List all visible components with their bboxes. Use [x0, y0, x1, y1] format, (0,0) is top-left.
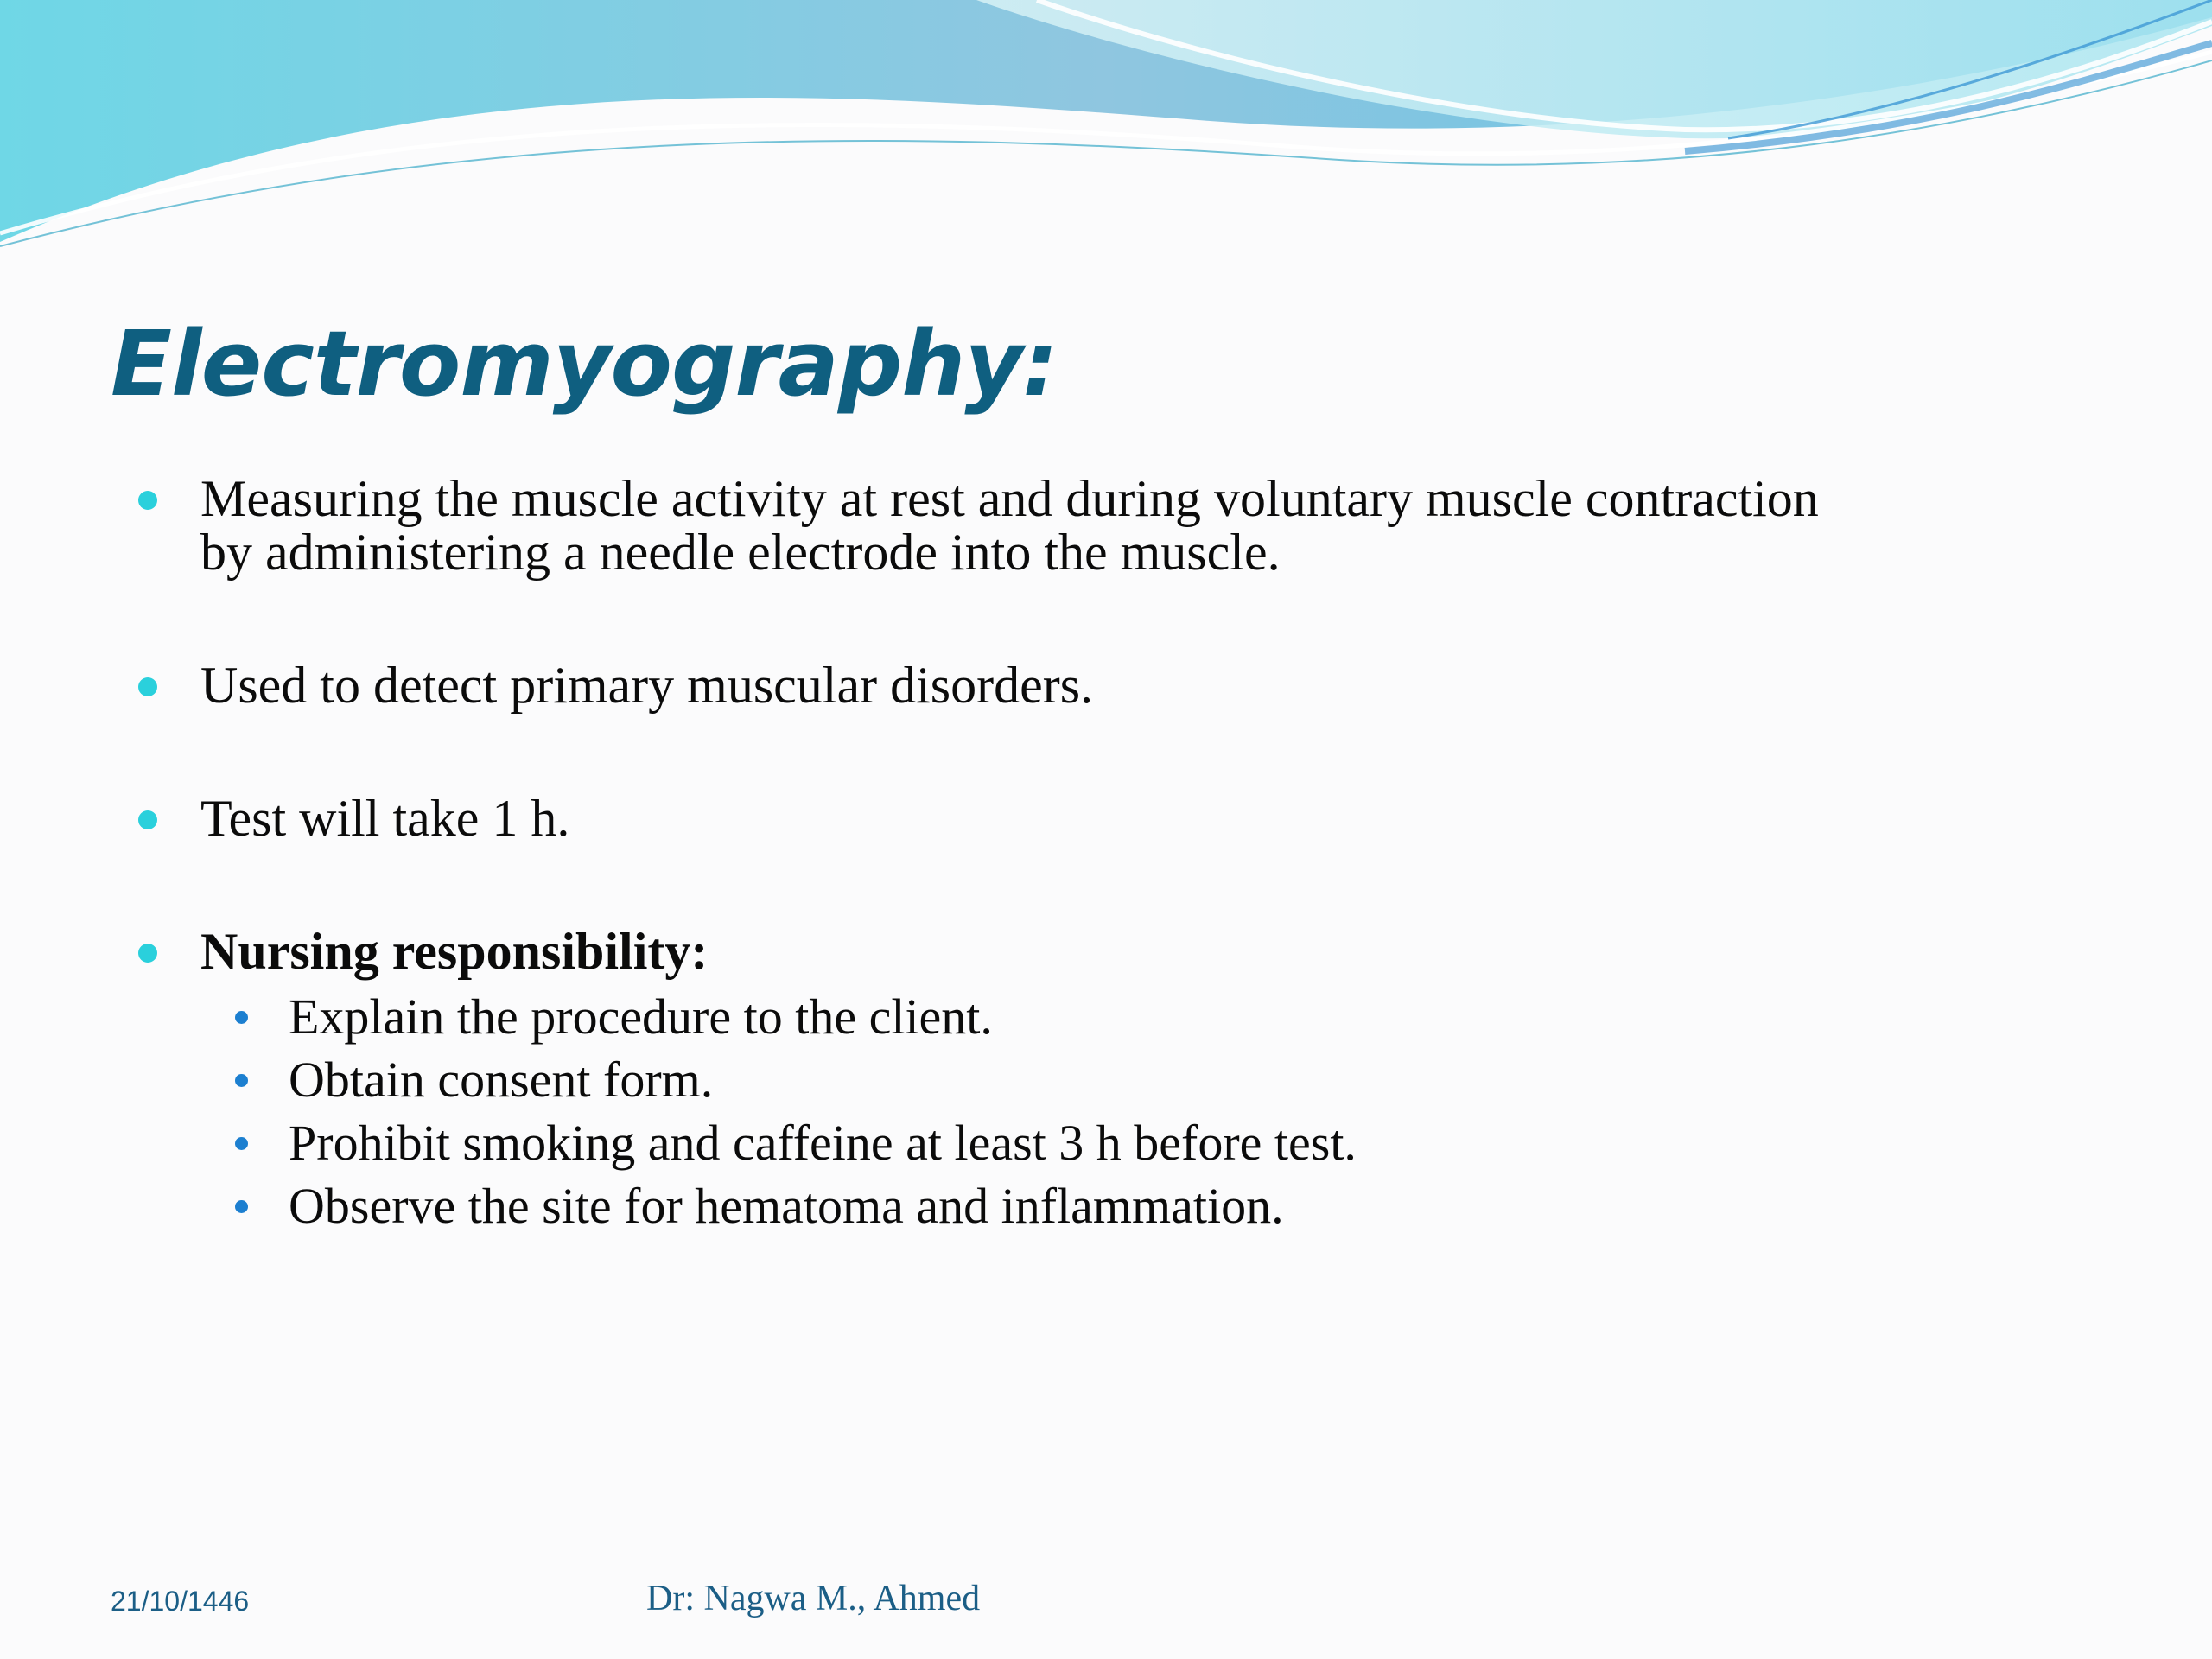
sub-bullet-text: Prohibit smoking and caffeine at least 3 h before test.: [289, 1115, 1357, 1171]
bullet-icon: [138, 944, 157, 963]
sub-bullet-text: Explain the procedure to the client.: [289, 988, 993, 1045]
sub-bullet-text: Observe the site for hematoma and inflammation.: [289, 1178, 1284, 1234]
bullet-text: [200, 472, 2136, 579]
bullet-text: Used to detect primary muscular disorders.: [200, 657, 1094, 714]
bullet-line: by administering a needle electrode into the muscle.: [200, 524, 1281, 581]
bullet-line: Measuring the muscle activity at rest and during voluntary muscle contraction: [200, 470, 1819, 527]
bullet-text: Test will take 1 h.: [200, 790, 570, 847]
footer-author: Dr: Nagwa M., Ahmed: [646, 1579, 981, 1618]
sub-bullet-icon: [235, 1200, 248, 1213]
sub-bullet-text: Obtain consent form.: [289, 1052, 714, 1108]
bullet-icon: [138, 810, 157, 830]
bullet-icon: [138, 677, 157, 696]
slide-title: Electromyography:: [111, 311, 1058, 416]
bullet-heading: Nursing responsibility:: [200, 923, 709, 980]
sub-bullet-icon: [235, 1137, 248, 1150]
sub-bullet-icon: [235, 1011, 248, 1024]
sub-bullet-icon: [235, 1074, 248, 1087]
bullet-icon: [138, 491, 157, 510]
footer-date: 21/10/1446: [111, 1586, 250, 1617]
